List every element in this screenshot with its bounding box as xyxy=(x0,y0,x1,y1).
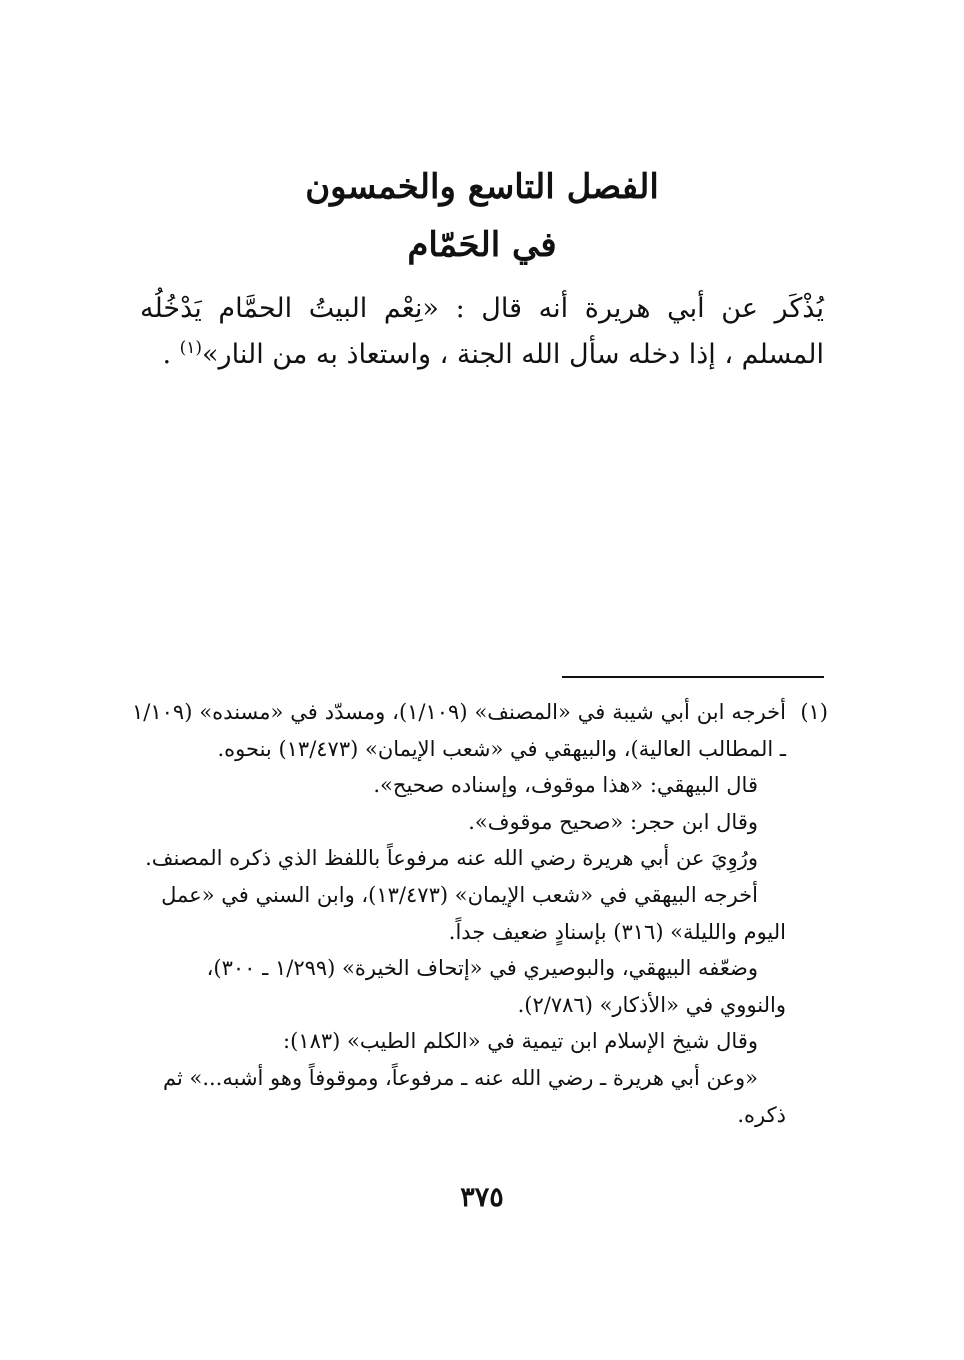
footnotes-section xyxy=(132,694,828,1133)
footnote-line: قال البيهقي: «هذا موقوف، وإسناده صحيح». xyxy=(373,773,758,798)
footnote-line-continuation: اليوم والليلة» (٣١٦) بإسنادٍ ضعيف جداً. xyxy=(448,919,786,944)
footnote-line-continuation: والنووي في «الأذكار» (٢/٧٨٦). xyxy=(517,992,786,1017)
footnote-line: وقال ابن حجر: «صحيح موقوف». xyxy=(468,809,758,834)
main-text-body: يُذْكَر عن أبي هريرة أنه قال : «نِعْم البيتُ الحمَّام يَدْخُلُه المسلم ، إذا دخله سأل الله الجنة ، واستعاذ به من النار» xyxy=(140,293,824,370)
footnote-lines xyxy=(132,767,828,1133)
footnote-line: ورُوِيَ عن أبي هريرة رضي الله عنه مرفوعاً باللفظ الذي ذكره المصنف. xyxy=(145,846,758,871)
footnote-line-continuation: ذكره. xyxy=(737,1102,786,1127)
chapter-subtitle: في الحَمّام xyxy=(407,225,557,265)
footnote-entry xyxy=(132,694,828,767)
footnote-divider xyxy=(562,676,824,678)
footnote-reference: (١) xyxy=(179,338,203,358)
footnote-line: وقال شيخ الإسلام ابن تيمية في «الكلم الطيب» (١٨٣): xyxy=(283,1029,758,1054)
page-number: ٣٧٥ xyxy=(460,1182,504,1213)
chapter-title: الفصل التاسع والخمسون xyxy=(305,167,659,207)
footnote-first-text: أخرجه ابن أبي شيبة في «المصنف» (١/١٠٩)، ومسدّد في «مسنده» (١/١٠٩ ـ المطالب العالية)، والبيهقي في «شعب الإيمان» (١٣/٤٧٣) بنحوه. xyxy=(132,700,786,761)
footnote-number: (١) xyxy=(800,700,828,724)
footnote-line: وضعّفه البيهقي، والبوصيري في «إتحاف الخيرة» (١/٢٩٩ ـ ٣٠٠)، xyxy=(206,956,758,981)
footnote-line: «وعن أبي هريرة ـ رضي الله عنه ـ مرفوعاً، وموقوفاً وهو أشبه...» ثم xyxy=(162,1065,758,1090)
footnote-line: أخرجه البيهقي في «شعب الإيمان» (١٣/٤٧٣)، وابن السني في «عمل xyxy=(161,882,758,907)
main-paragraph xyxy=(140,286,824,378)
main-text-end: . xyxy=(162,339,180,370)
